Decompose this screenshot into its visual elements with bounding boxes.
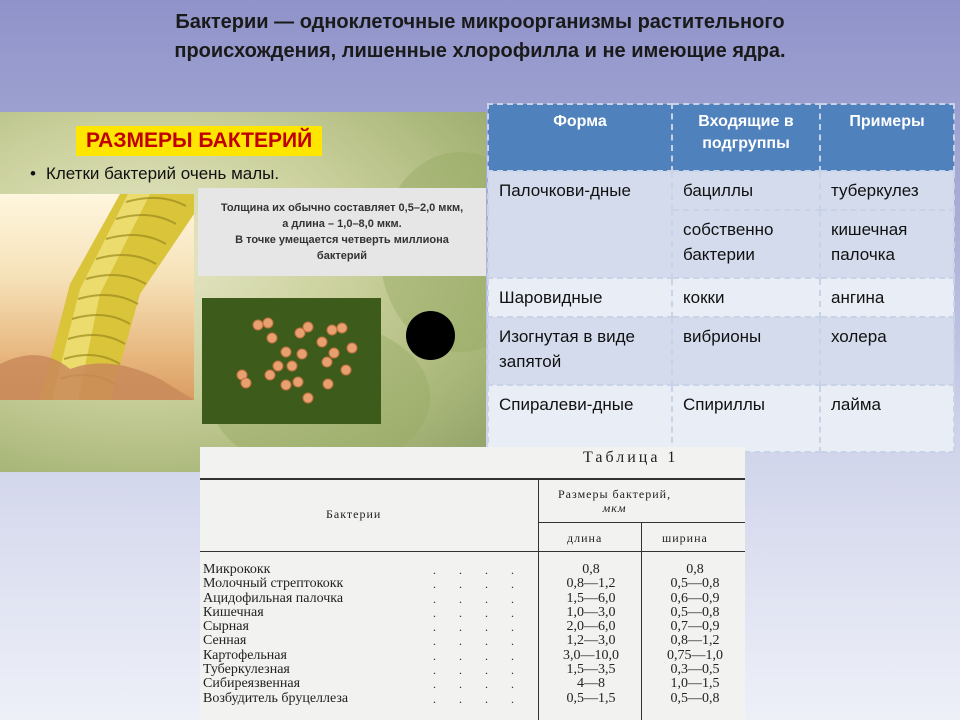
scan-table-row <box>203 606 745 620</box>
scan-table-row <box>203 634 745 648</box>
scan-bacteria-name: Сырная <box>203 619 249 635</box>
example-cell: туберкулез <box>820 171 954 210</box>
scan-header-sizes-unit: мкм <box>602 501 627 515</box>
scan-bacteria-name: Молочный стрептококк <box>203 576 344 592</box>
caption-line-2: а длина – 1,0–8,0 мкм. <box>282 218 402 230</box>
scan-width-value: 0,3—0,5 <box>670 662 720 678</box>
scan-table-row <box>203 592 745 606</box>
example-cell: кишечная палочка <box>820 210 954 278</box>
bullet-cells-small <box>30 164 279 184</box>
scan-header-bacteria: Бактерии <box>326 507 382 521</box>
scan-bacteria-name: Ацидофильная палочка <box>203 590 344 606</box>
subgroup-cell: кокки <box>672 278 820 317</box>
example-cell: лайма <box>820 385 954 452</box>
example-cell: холера <box>820 317 954 385</box>
scan-table-row <box>203 677 745 691</box>
table-row <box>488 171 954 210</box>
scan-width-value: 0,7—0,9 <box>670 619 720 635</box>
subgroup-cell: Спириллы <box>672 385 820 452</box>
scan-bacteria-name: Кишечная <box>203 604 264 620</box>
scan-leader-dots: . . . . <box>433 591 524 606</box>
scan-leader-dots: . . . . <box>433 663 524 678</box>
scan-length-value: 4—8 <box>577 676 605 692</box>
size-caption <box>198 188 486 276</box>
scan-leader-dots: . . . . <box>433 605 524 620</box>
header-subgroups: Входящие в подгруппы <box>672 104 820 171</box>
scan-length-value: 3,0—10,0 <box>563 647 619 663</box>
cocci-cells-image <box>202 298 381 424</box>
scan-width-value: 0,8—1,2 <box>670 633 720 649</box>
table-header-row <box>488 104 954 171</box>
scan-length-value: 1,2—3,0 <box>566 633 616 649</box>
scan-width-value: 0,6—0,9 <box>670 590 720 606</box>
scan-table-row <box>203 649 745 663</box>
slide-title-line-1: Бактерии — одноклеточные микроорганизмы растительного <box>175 11 785 33</box>
slide-title <box>60 8 900 66</box>
scan-bacteria-name: Микрококк <box>203 562 271 577</box>
header-form: Форма <box>488 104 672 171</box>
example-cell: ангина <box>820 278 954 317</box>
form-cell: Спиралеви-дные <box>488 385 672 452</box>
table-row <box>488 317 954 385</box>
form-cell: Шаровидные <box>488 278 672 317</box>
scan-header-sizes-line1: Размеры бактерий, <box>558 487 672 501</box>
scan-length-value: 0,5—1,5 <box>566 690 616 706</box>
scan-width-value: 0,5—0,8 <box>670 576 720 592</box>
scanned-size-table <box>200 447 745 720</box>
scan-leader-dots: . . . . <box>433 620 524 635</box>
scan-leader-dots: . . . . <box>433 648 524 663</box>
caption-line-1: Толщина их обычно составляет 0,5–2,0 мкм, <box>220 202 464 214</box>
hair-illustration <box>0 194 194 400</box>
table-row <box>488 278 954 317</box>
scan-table-row <box>203 620 745 634</box>
bacteria-micrograph <box>202 298 381 424</box>
scan-rule <box>200 478 745 480</box>
scan-length-value: 1,0—3,0 <box>566 604 616 620</box>
scan-length-value: 2,0—6,0 <box>566 619 616 635</box>
scan-bacteria-name: Сенная <box>203 633 247 649</box>
sizes-heading: РАЗМЕРЫ БАКТЕРИЙ <box>76 126 322 156</box>
header-examples: Примеры <box>820 104 954 171</box>
hair-shaft-image <box>0 194 194 400</box>
scan-bacteria-name: Сибиреязвенная <box>203 676 301 692</box>
scan-leader-dots: . . . . <box>433 634 524 649</box>
scan-leader-dots: . . . . <box>433 563 524 577</box>
scan-width-value: 0,8 <box>686 562 704 577</box>
scan-bacteria-name: Туберкулезная <box>203 662 290 678</box>
form-cell: Изогнутая в виде запятой <box>488 317 672 385</box>
bacteria-size-panel <box>0 112 486 472</box>
bullet-text: Клетки бактерий очень малы. <box>45 164 280 183</box>
scan-table-title: Таблица 1 <box>583 449 679 466</box>
scan-rows <box>203 563 745 706</box>
scan-header-sizes <box>558 487 671 515</box>
scan-bacteria-name: Картофельная <box>203 647 287 663</box>
scan-length-value: 1,5—3,5 <box>566 662 616 678</box>
form-cell: Палочкови-дные <box>488 171 672 278</box>
bacteria-forms-table <box>487 103 955 453</box>
scan-width-value: 0,5—0,8 <box>670 604 720 620</box>
scan-length-value: 0,8 <box>582 562 600 577</box>
scan-width-value: 0,75—1,0 <box>667 647 723 663</box>
bullet-dot-icon: • <box>30 164 36 183</box>
scan-header-length: длина <box>567 531 603 545</box>
subgroup-cell: собственно бактерии <box>672 210 820 278</box>
scan-bacteria-name: Возбудитель бруцеллеза <box>203 690 349 706</box>
scan-leader-dots: . . . . <box>433 691 524 706</box>
scan-table-row <box>203 577 745 591</box>
subgroup-cell: вибрионы <box>672 317 820 385</box>
scan-table-row <box>203 563 745 577</box>
black-dot-icon <box>406 311 455 360</box>
scan-leader-dots: . . . . <box>433 677 524 692</box>
scan-table-row <box>203 663 745 677</box>
subgroup-cell: бациллы <box>672 171 820 210</box>
scan-length-value: 0,8—1,2 <box>566 576 616 592</box>
scan-header-width: ширина <box>662 531 708 545</box>
slide-title-line-2: происхождения, лишенные хлорофилла и не имеющие ядра. <box>174 40 786 62</box>
scan-width-value: 1,0—1,5 <box>670 676 720 692</box>
caption-line-4: бактерий <box>316 250 368 262</box>
scan-rule <box>200 551 745 552</box>
scan-leader-dots: . . . . <box>433 577 524 592</box>
scan-table-row <box>203 692 745 706</box>
caption-line-3: В точке умещается четверть миллиона <box>235 234 449 246</box>
scan-width-value: 0,5—0,8 <box>670 690 720 706</box>
scan-length-value: 1,5—6,0 <box>566 590 616 606</box>
table-row <box>488 385 954 452</box>
scan-rule <box>538 522 745 523</box>
